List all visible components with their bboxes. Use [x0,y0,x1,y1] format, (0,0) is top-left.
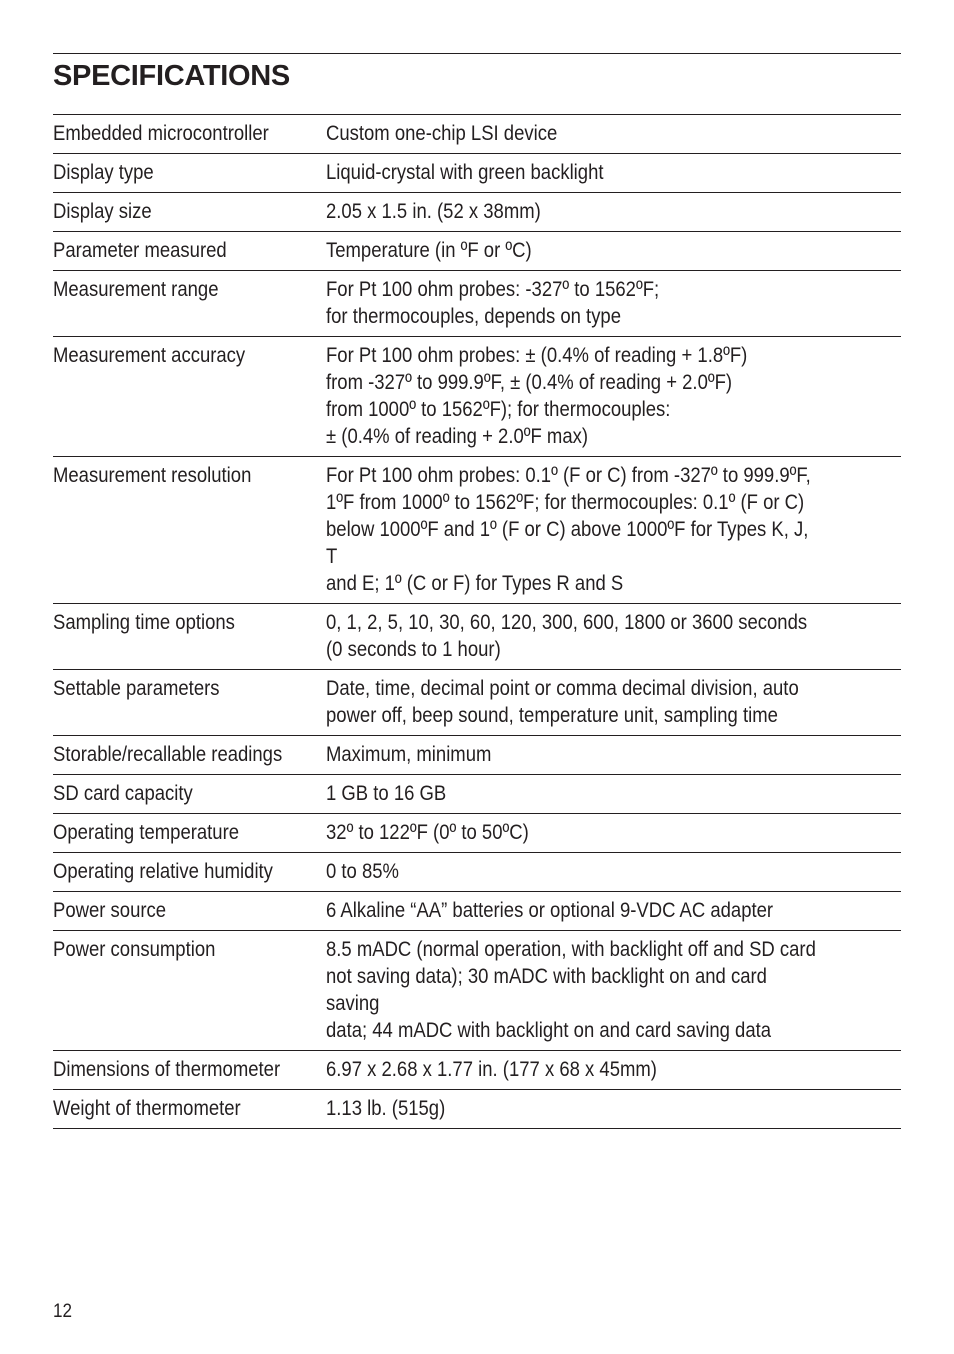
spec-label: Operating relative humidity [53,859,273,883]
spec-row [53,853,901,892]
spec-label-cell [53,154,326,193]
spec-value-cell [326,115,901,154]
spec-value-cell [326,814,901,853]
spec-label: Power consumption [53,937,216,961]
spec-value-cell [326,775,901,814]
spec-label: Power source [53,898,167,922]
spec-label-cell [53,115,326,154]
spec-value-cell [326,931,901,1051]
specifications-table-body [53,115,901,1129]
spec-row [53,154,901,193]
spec-label-cell [53,271,326,337]
spec-value: 1 GB to 16 GB [326,781,447,805]
spec-row [53,1051,901,1090]
spec-label-cell [53,931,326,1051]
spec-row [53,736,901,775]
spec-label: Dimensions of thermometer [53,1057,281,1081]
spec-label: Measurement range [53,277,219,301]
spec-value: Maximum, minimum [326,742,492,766]
spec-label-cell [53,736,326,775]
spec-label: Measurement accuracy [53,343,246,367]
spec-label: Storable/recallable readings [53,742,283,766]
spec-value: 0 to 85% [326,859,399,883]
spec-label-cell [53,1051,326,1090]
page-number [53,1302,74,1322]
spec-label: Sampling time options [53,610,235,634]
spec-row [53,337,901,457]
spec-value: 0, 1, 2, 5, 10, 30, 60, 120, 300, 600, 1800 or 3600 seconds (0 seconds to 1 hour) [326,610,808,661]
spec-value-cell [326,457,901,604]
spec-value-cell [326,853,901,892]
spec-row [53,1090,901,1129]
spec-row [53,814,901,853]
spec-label: Display size [53,199,152,223]
spec-value: Date, time, decimal point or comma decimal division, auto power off, beep sound, temperature unit, sampling time [326,676,799,727]
spec-label: Embedded microcontroller [53,121,269,145]
spec-label-cell [53,1090,326,1129]
spec-row [53,232,901,271]
spec-value: For Pt 100 ohm probes: -327º to 1562ºF; for thermocouples, depends on type [326,277,660,328]
spec-value-cell [326,1051,901,1090]
spec-value: 6.97 x 2.68 x 1.77 in. (177 x 68 x 45mm) [326,1057,657,1081]
spec-value: Temperature (in ºF or ºC) [326,238,532,262]
spec-value: Custom one-chip LSI device [326,121,558,145]
spec-value: Liquid-crystal with green backlight [326,160,604,184]
spec-label-cell [53,775,326,814]
spec-label-cell [53,604,326,670]
spec-label-cell [53,892,326,931]
spec-label-cell [53,814,326,853]
spec-value: 32º to 122ºF (0º to 50ºC) [326,820,529,844]
spec-label-cell [53,193,326,232]
spec-label-cell [53,670,326,736]
spec-row [53,892,901,931]
spec-label-cell [53,232,326,271]
spec-value: 6 Alkaline “AA” batteries or optional 9-VDC AC adapter [326,898,774,922]
spec-value-cell [326,154,901,193]
spec-row [53,775,901,814]
spec-label: Measurement resolution [53,463,252,487]
spec-label: Settable parameters [53,676,220,700]
spec-value-cell [326,271,901,337]
spec-label: Display type [53,160,154,184]
spec-label: SD card capacity [53,781,193,805]
spec-value-cell [326,736,901,775]
specifications-page [53,53,901,1129]
spec-value: For Pt 100 ohm probes: 0.1º (F or C) from -327º to 999.9ºF, 1ºF from 1000º to 1562ºF; for thermocouples: 0.1º (F or C) below 1000ºF and 1º (F or C) above 1000ºF for Types K, J, T and E; 1º (C or F) for Types R and S [326,463,811,595]
spec-row [53,457,901,604]
spec-row [53,931,901,1051]
spec-value-cell [326,670,901,736]
page-title: SPECIFICATIONS [53,60,290,92]
spec-value-cell [326,337,901,457]
spec-value: 8.5 mADC (normal operation, with backlight off and SD card not saving data); 30 mADC with backlight on and card saving data; 44 mADC with backlight on and card saving data [326,937,816,1042]
spec-label: Parameter measured [53,238,227,262]
spec-label-cell [53,337,326,457]
spec-value: For Pt 100 ohm probes: ± (0.4% of reading + 1.8ºF) from -327º to 999.9ºF, ± (0.4% of reading + 2.0ºF) from 1000º to 1562ºF); for thermocouples: ± (0.4% of reading + 2.0ºF max) [326,343,748,448]
top-rule [53,53,901,54]
spec-row [53,115,901,154]
spec-value-cell [326,232,901,271]
spec-row [53,670,901,736]
specifications-table [53,114,901,1129]
spec-value-cell [326,604,901,670]
spec-label: Operating temperature [53,820,240,844]
spec-value-cell [326,892,901,931]
spec-row [53,604,901,670]
spec-label: Weight of thermometer [53,1096,241,1120]
spec-value-cell [326,193,901,232]
page-number-text: 12 [53,1301,73,1322]
spec-row [53,271,901,337]
spec-row [53,193,901,232]
spec-value: 1.13 lb. (515g) [326,1096,446,1120]
spec-label-cell [53,853,326,892]
spec-value: 2.05 x 1.5 in. (52 x 38mm) [326,199,541,223]
spec-label-cell [53,457,326,604]
spec-value-cell [326,1090,901,1129]
